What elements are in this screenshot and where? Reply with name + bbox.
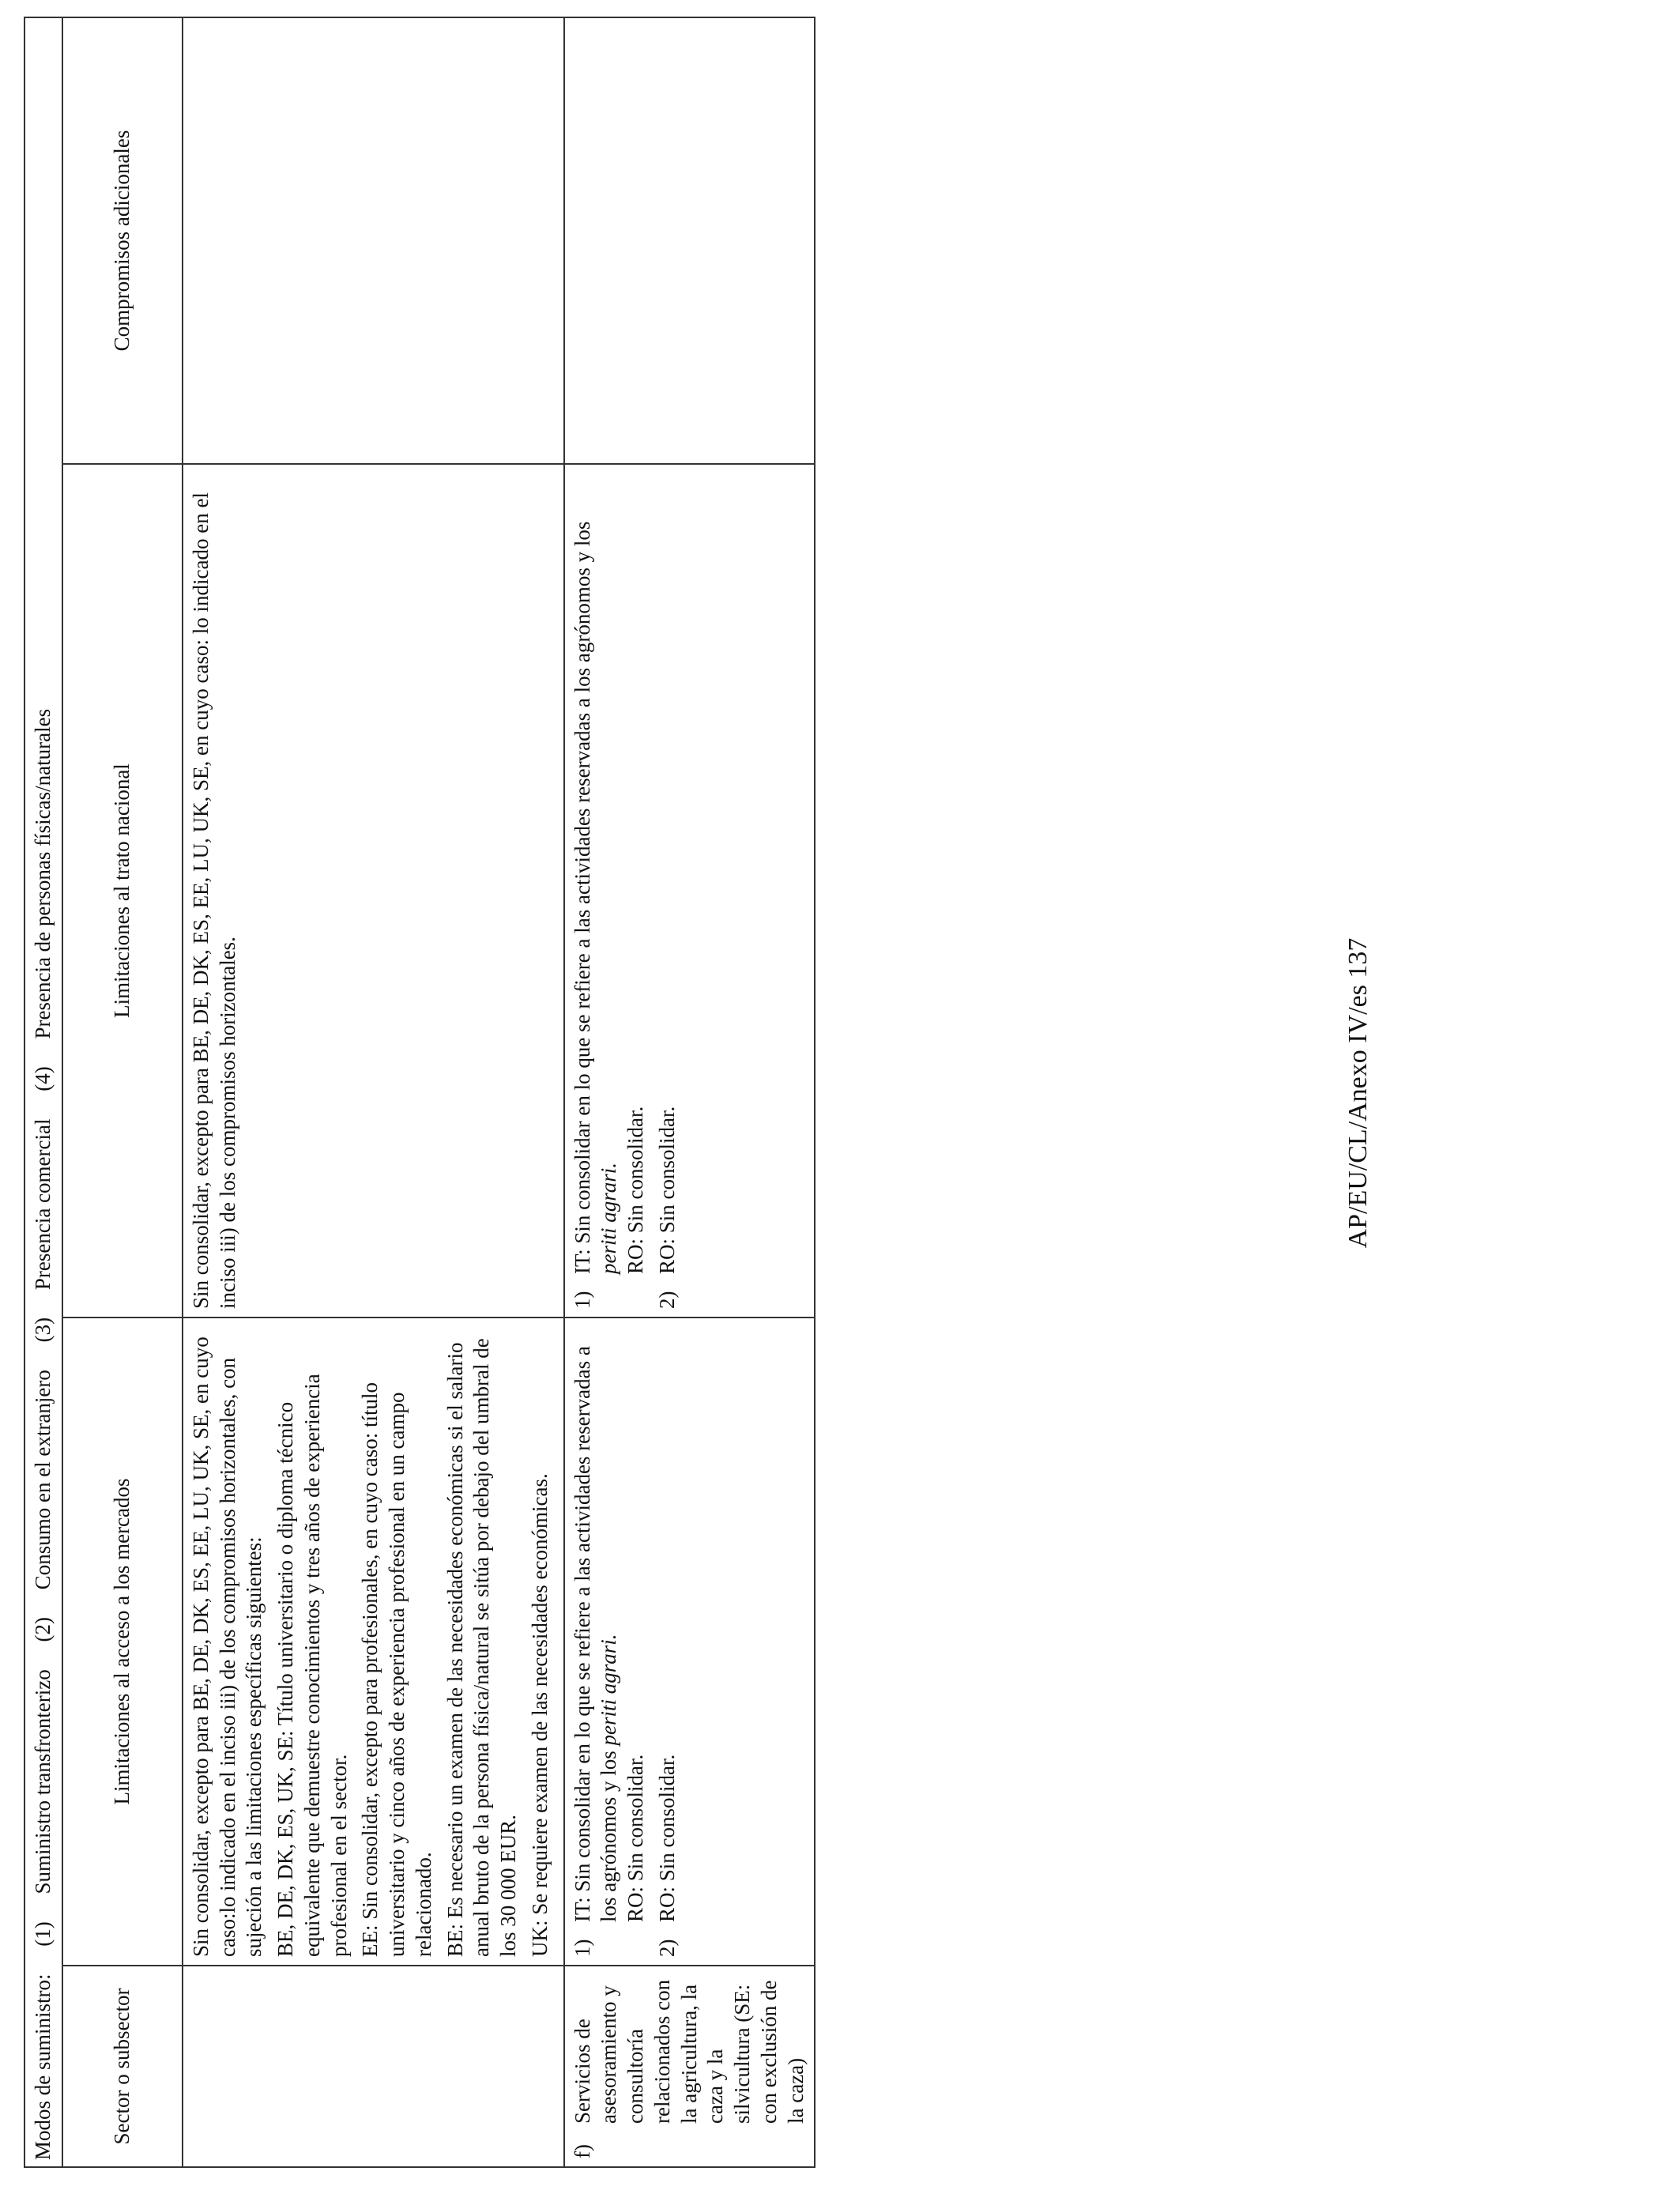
mode-3-num: (3)	[31, 1317, 55, 1343]
row2-market-access	[564, 1318, 816, 1966]
row1-ma-para-3: EE: Sin consolidar, excepto para profesionales, en cuyo caso: título universitario y cinco años de experiencia profesional en un campo relacionado.	[358, 1382, 435, 1957]
row2-ma-ro-1: RO: Sin consolidar.	[623, 1754, 647, 1922]
row2-additional	[564, 17, 816, 464]
row1-additional	[183, 17, 564, 464]
row2-nt-line2: RO: Sin consolidar.	[654, 1106, 679, 1274]
page-footer: AP/EU/CL/Anexo IV/es 137	[1343, 937, 1373, 1249]
row2-ma-num-2: 2)	[654, 1939, 679, 1957]
table-row	[183, 17, 564, 2167]
mode-2-num: (2)	[31, 1617, 55, 1642]
modes-row	[24, 17, 62, 2167]
header-national-treatment: Limitaciones al trato nacional	[62, 464, 183, 1318]
row2-nt-num-2: 2)	[654, 1291, 679, 1309]
mode-4-label: Presencia de personas físicas/naturales	[31, 708, 55, 1039]
modes-label: Modos de suministro:	[31, 1973, 55, 2160]
row1-sector	[183, 1966, 564, 2167]
row2-ma-line2: RO: Sin consolidar.	[654, 1754, 679, 1922]
row1-national-treatment	[183, 464, 564, 1318]
schedule-table	[24, 17, 816, 2168]
row2-sector-num: f)	[570, 2144, 594, 2158]
row2-nt-ro-1: RO: Sin consolidar.	[623, 1106, 647, 1274]
row1-market-access	[183, 1318, 564, 1966]
mode-2-label: Consumo en el extranjero	[31, 1370, 55, 1590]
row2-ma-line1: IT: Sin consolidar en lo que se refiere a las actividades reservadas a los agrónomos y los	[570, 1346, 621, 1922]
row1-ma-para-5: UK: Se requiere examen de las necesidades económicas.	[527, 1473, 552, 1957]
mode-1-num: (1)	[31, 1921, 55, 1947]
row1-nt-para: Sin consolidar, excepto para BE, DE, DK, ES, EE, LU, UK, SE, en cuyo caso: lo indicado en el inciso iii) de los compromisos horizontales.	[188, 492, 239, 1309]
header-market-access: Limitaciones al acceso a los mercados	[62, 1318, 183, 1966]
row2-nt-num-1: 1)	[570, 1291, 594, 1309]
row1-ma-para-1: Sin consolidar, excepto para BE, DE, DK, ES, EE, LU, UK, SE, en cuyo caso:lo indicado en el inciso iii) de los compromisos horizontales, con sujeción a las limitaciones específicas siguientes:	[188, 1336, 266, 1957]
header-row	[62, 17, 183, 2167]
row2-national-treatment	[564, 464, 816, 1318]
mode-4-num: (4)	[31, 1066, 55, 1091]
header-additional: Compromisos adicionales	[62, 17, 183, 464]
row1-ma-para-2: BE, DE, DK, ES, UK, SE: Título universitario o diploma técnico equivalente que demuestre conocimientos y tres años de experiencia profesional en el sector.	[273, 1374, 351, 1957]
row2-sector-text: Servicios de asesoramiento y consultoría relacionados con la agricultura, la caza y la silvicultura (SE: con exclusión de la caza)	[570, 1979, 808, 2124]
mode-1-label: Suministro transfronterizo	[31, 1669, 55, 1894]
row2-ma-num-1: 1)	[570, 1939, 594, 1957]
rotated-content	[24, 18, 1588, 2168]
row2-sector	[564, 1966, 816, 2167]
modes-cell	[24, 17, 62, 2167]
table-row	[564, 17, 816, 2167]
header-sector: Sector o subsector	[62, 1966, 183, 2167]
mode-3-label: Presencia comercial	[31, 1118, 55, 1291]
row1-ma-para-4: BE: Es necesario un examen de las necesidades económicas si el salario anual bruto de la persona física/natural se sitúa por debajo del umbral de los 30 000 EUR.	[443, 1338, 520, 1957]
row2-nt-line1: IT: Sin consolidar en lo que se refiere a las actividades reservadas a los agrónomos y los	[570, 521, 594, 1274]
row2-nt-line1-italic: periti agrari.	[597, 1162, 621, 1274]
row2-ma-line1-italic: periti agrari.	[597, 1634, 621, 1746]
